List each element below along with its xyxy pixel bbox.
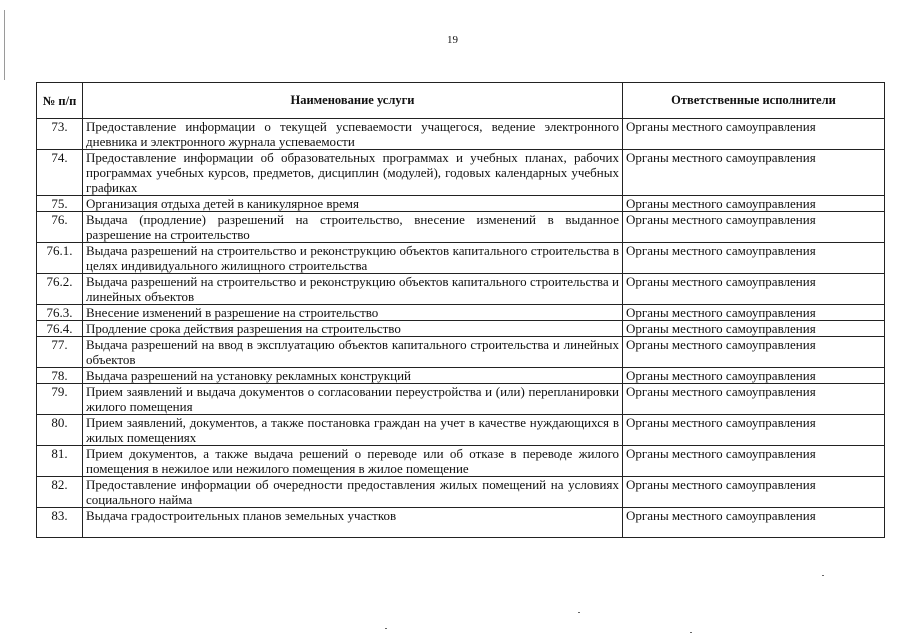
table-row <box>37 274 885 305</box>
row-number: 73. <box>37 119 83 150</box>
table-header-row <box>37 83 885 119</box>
service-name: Прием заявлений и выдача документов о согласовании переустройства и (или) перепланировки жилого помещения <box>83 384 623 415</box>
header-executors: Ответственные исполнители <box>623 83 885 119</box>
service-name: Предоставление информации об очередности предоставления жилых помещений на условиях социального найма <box>83 477 623 508</box>
executor: Органы местного самоуправления <box>623 305 885 321</box>
table-row <box>37 119 885 150</box>
scan-speck <box>822 575 824 576</box>
executor: Органы местного самоуправления <box>623 150 885 196</box>
service-name: Организация отдыха детей в каникулярное время <box>83 196 623 212</box>
scan-speck <box>385 628 387 629</box>
service-name: Выдача градостроительных планов земельных участков <box>83 508 623 538</box>
table-row <box>37 337 885 368</box>
service-name: Прием документов, а также выдача решений о переводе или об отказе в переводе жилого помещения в нежилое или нежилого помещения в жилое помещение <box>83 446 623 477</box>
row-number: 76. <box>37 212 83 243</box>
table-row <box>37 212 885 243</box>
header-service-name: Наименование услуги <box>83 83 623 119</box>
executor: Органы местного самоуправления <box>623 243 885 274</box>
row-number: 76.2. <box>37 274 83 305</box>
services-table <box>36 82 885 538</box>
row-number: 80. <box>37 415 83 446</box>
service-name: Выдача разрешений на строительство и реконструкцию объектов капитального строительства в целях индивидуального жилищного строительства <box>83 243 623 274</box>
table-row <box>37 196 885 212</box>
executor: Органы местного самоуправления <box>623 212 885 243</box>
row-number: 76.4. <box>37 321 83 337</box>
service-name: Внесение изменений в разрешение на строительство <box>83 305 623 321</box>
scan-speck <box>578 612 580 613</box>
table-row <box>37 384 885 415</box>
header-number: № п/п <box>37 83 83 119</box>
row-number: 75. <box>37 196 83 212</box>
table-row <box>37 305 885 321</box>
row-number: 82. <box>37 477 83 508</box>
executor: Органы местного самоуправления <box>623 321 885 337</box>
executor: Органы местного самоуправления <box>623 368 885 384</box>
service-name: Выдача разрешений на ввод в эксплуатацию объектов капитального строительства и линейных объектов <box>83 337 623 368</box>
page-number: 19 <box>447 34 458 46</box>
table-row <box>37 321 885 337</box>
executor: Органы местного самоуправления <box>623 384 885 415</box>
table-row <box>37 243 885 274</box>
executor: Органы местного самоуправления <box>623 337 885 368</box>
service-name: Прием заявлений, документов, а также постановка граждан на учет в качестве нуждающихся в жилых помещениях <box>83 415 623 446</box>
table-row <box>37 415 885 446</box>
executor: Органы местного самоуправления <box>623 274 885 305</box>
service-name: Продление срока действия разрешения на строительство <box>83 321 623 337</box>
service-name: Предоставление информации об образовательных программах и учебных планах, рабочих программах учебных курсов, предметов, дисциплин (модулей), годовых календарных учебных графиках <box>83 150 623 196</box>
row-number: 81. <box>37 446 83 477</box>
executor: Органы местного самоуправления <box>623 446 885 477</box>
row-number: 76.1. <box>37 243 83 274</box>
row-number: 78. <box>37 368 83 384</box>
executor: Органы местного самоуправления <box>623 119 885 150</box>
row-number: 76.3. <box>37 305 83 321</box>
executor: Органы местного самоуправления <box>623 415 885 446</box>
table-row <box>37 446 885 477</box>
row-number: 74. <box>37 150 83 196</box>
row-number: 79. <box>37 384 83 415</box>
table-row <box>37 508 885 538</box>
executor: Органы местного самоуправления <box>623 196 885 212</box>
service-name: Предоставление информации о текущей успеваемости учащегося, ведение электронного дневника и электронного журнала успеваемости <box>83 119 623 150</box>
executor: Органы местного самоуправления <box>623 508 885 538</box>
service-name: Выдача разрешений на установку рекламных конструкций <box>83 368 623 384</box>
row-number: 83. <box>37 508 83 538</box>
table-row <box>37 368 885 384</box>
row-number: 77. <box>37 337 83 368</box>
executor: Органы местного самоуправления <box>623 477 885 508</box>
service-name: Выдача (продление) разрешений на строительство, внесение изменений в выданное разрешение на строительство <box>83 212 623 243</box>
service-name: Выдача разрешений на строительство и реконструкцию объектов капитального строительства и линейных объектов <box>83 274 623 305</box>
table-row <box>37 477 885 508</box>
table-row <box>37 150 885 196</box>
scan-speck <box>690 632 692 633</box>
